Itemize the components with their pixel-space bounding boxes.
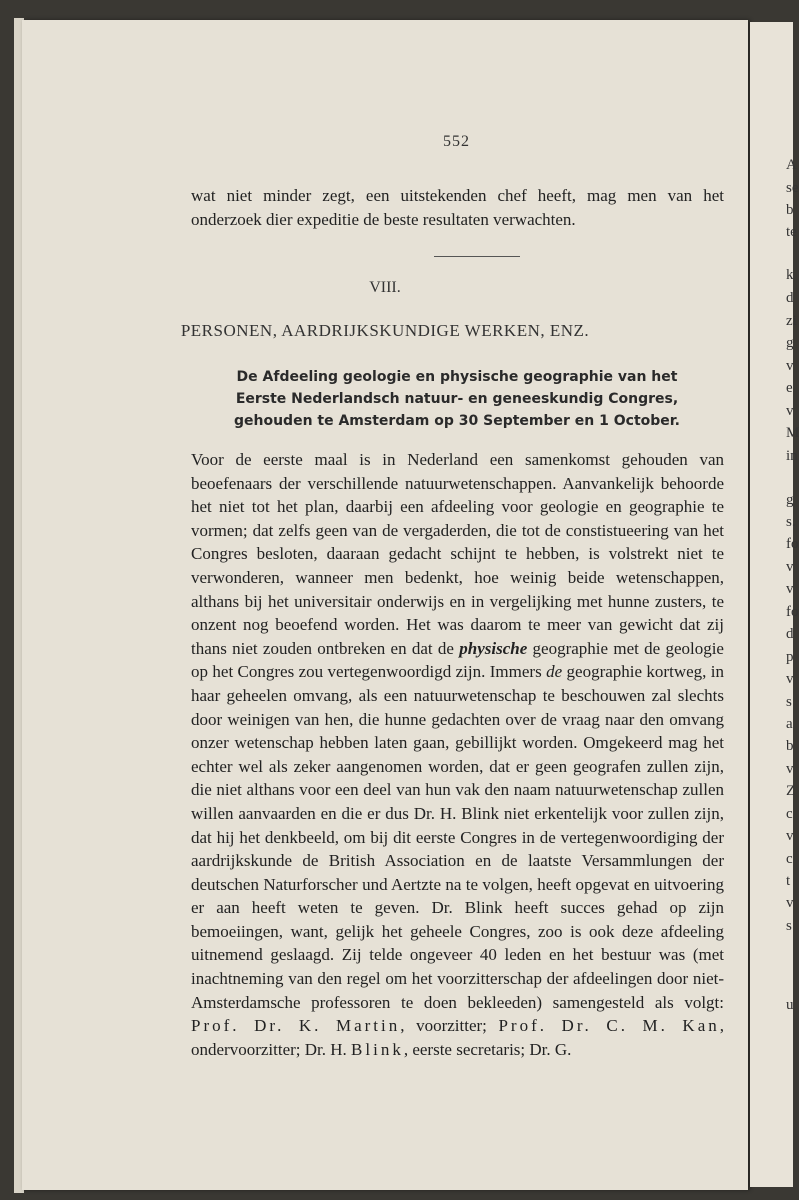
body-text-2: geographie met de geologie op het Congres zou vertegenwoordigd zijn. Immers <box>191 638 724 682</box>
next-page-fragment: v <box>786 671 794 687</box>
next-page-fragment: s <box>786 918 792 934</box>
article-title: De Afdeeling geologie en physische geographie van het Eerste Nederlandsch natuur- en geneeskundig Congres, gehouden te Amsterdam op 30 September en 1 October. <box>233 369 680 429</box>
next-page-fragment: k <box>786 267 794 283</box>
next-page-fragment: a <box>786 716 793 732</box>
next-page-fragment: t <box>786 873 791 889</box>
body-text-1: Voor de eerste maal is in Nederland een samenkomst gehouden van beoefenaars der verschillende natuurwetenschappen. Aanvankelijk behoorde het niet tot het plan, daarbij een afdeeling voor geologie en geographie te vormen; dat zelfs geen van de vergaderden, die tot de constistueering van het Congres besloten, daaraan gedacht schijnt te hebben, is volstrekt niet te verwonderen, wanneer men bedenkt, hoe weinig beide wetenschappen, althans bij het universitair onderwijs en in vergelijking met hunne zusters, te onzent nog beoefend worden. Het was daarom te meer van gewicht dat zij thans niet zouden ontbreken en dat de <box>191 450 724 658</box>
next-page-fragment: Z <box>786 783 796 799</box>
next-page-fragment: v <box>786 828 794 844</box>
next-page-fragment: s <box>786 694 792 710</box>
next-page-fragment: p <box>786 649 794 665</box>
next-page-fragment: A <box>786 157 797 173</box>
next-page-fragment: c <box>786 851 793 867</box>
section-number: VIII. <box>369 279 401 296</box>
emph-de: de <box>546 662 563 682</box>
intro-text: wat niet minder zegt, een uitstekenden chef heeft, mag men van het onderzoek dier expeditie de beste resultaten verwachten. <box>191 186 724 229</box>
body-text-5: , ondervoorzitter; Dr. H. <box>191 1016 724 1059</box>
next-page-fragment: b <box>786 202 794 218</box>
section-divider <box>434 256 520 257</box>
next-page-fragment: v <box>786 559 794 575</box>
body-paragraph <box>191 448 724 1061</box>
next-page-fragment: v <box>786 761 794 777</box>
page-number: 552 <box>443 133 470 150</box>
next-page-fragment: c <box>786 806 793 822</box>
next-page-fragment: g <box>786 335 794 351</box>
next-page-fragment: u <box>786 997 794 1013</box>
next-page-fragment: te <box>786 224 797 240</box>
next-page-fragment: v <box>786 581 794 597</box>
next-page-fragment: v <box>786 403 794 419</box>
next-page-fragment: M <box>786 425 799 441</box>
emph-physische: physische <box>459 638 528 658</box>
next-page-fragment: e <box>786 380 793 396</box>
next-page-fragment: b <box>786 738 794 754</box>
next-page-fragment: zi <box>786 313 797 329</box>
next-page-fragment: g <box>786 492 794 508</box>
next-page-fragment: fo <box>786 604 799 620</box>
next-page-fragment: v <box>786 895 794 911</box>
next-page-fragment: fo <box>786 536 799 552</box>
next-page-fragment: se <box>786 180 799 196</box>
article-body <box>191 448 724 1061</box>
name-blink: Blink <box>351 1039 404 1059</box>
next-page-fragment: s. <box>786 514 796 530</box>
body-text-6: , eerste secretaris; Dr. G. <box>403 1039 572 1059</box>
next-page-fragment: d <box>786 290 794 306</box>
name-kan: Prof. Dr. C. M. Kan <box>498 1016 720 1036</box>
adjacent-page-edge <box>750 22 799 1187</box>
book-page <box>22 20 748 1190</box>
next-page-fragment: d <box>786 626 794 642</box>
next-page-fragment: in <box>786 448 798 464</box>
intro-paragraph <box>191 184 724 231</box>
body-text-4: , voorzitter; <box>400 1016 499 1036</box>
body-text-3: geographie kortweg, in haar geheelen omvang, als een natuurwetenschap te beschouwen zal slechts door weinigen van hen, die hunne gedachten over de vraag naar den omvang onzer wetenschap hebben laten gaan, gebillijkt worden. Omgekeerd mag het echter wel als zeker aangenomen worden, dat er geen geografen zullen zijn, die niet althans voor een deel van hun vak den naam natuurwetenschap zullen willen aanvaarden en die er dus Dr. H. Blink niet erkentelijk voor zullen zijn, dat hij het denkbeeld, om bij dit eerste Congres in de vertegenwoordiging der aardrijkskunde de British Association en de laatste Versammlungen der deutschen Naturforscher und Aertzte na te volgen, heeft opgevat en uitvoering er aan heeft weten te geven. Dr. Blink heeft succes gehad op zijn bemoeiingen, want, gelijk het geheele Congres, zoo is ook deze afdeeling uitnemend geslaagd. Zij telde ongeveer 40 leden en het bestuur was (met inachtneming van den regel om het voorzitterschap der afdeelingen door niet-Amsterdamsche professoren te doen bekleeden) samengesteld als volgt: <box>191 662 725 1012</box>
section-title: PERSONEN, AARDRIJKSKUNDIGE WERKEN, ENZ. <box>180 321 590 340</box>
name-martin: Prof. Dr. K. Martin <box>191 1016 401 1036</box>
next-page-fragment: v <box>786 358 794 374</box>
